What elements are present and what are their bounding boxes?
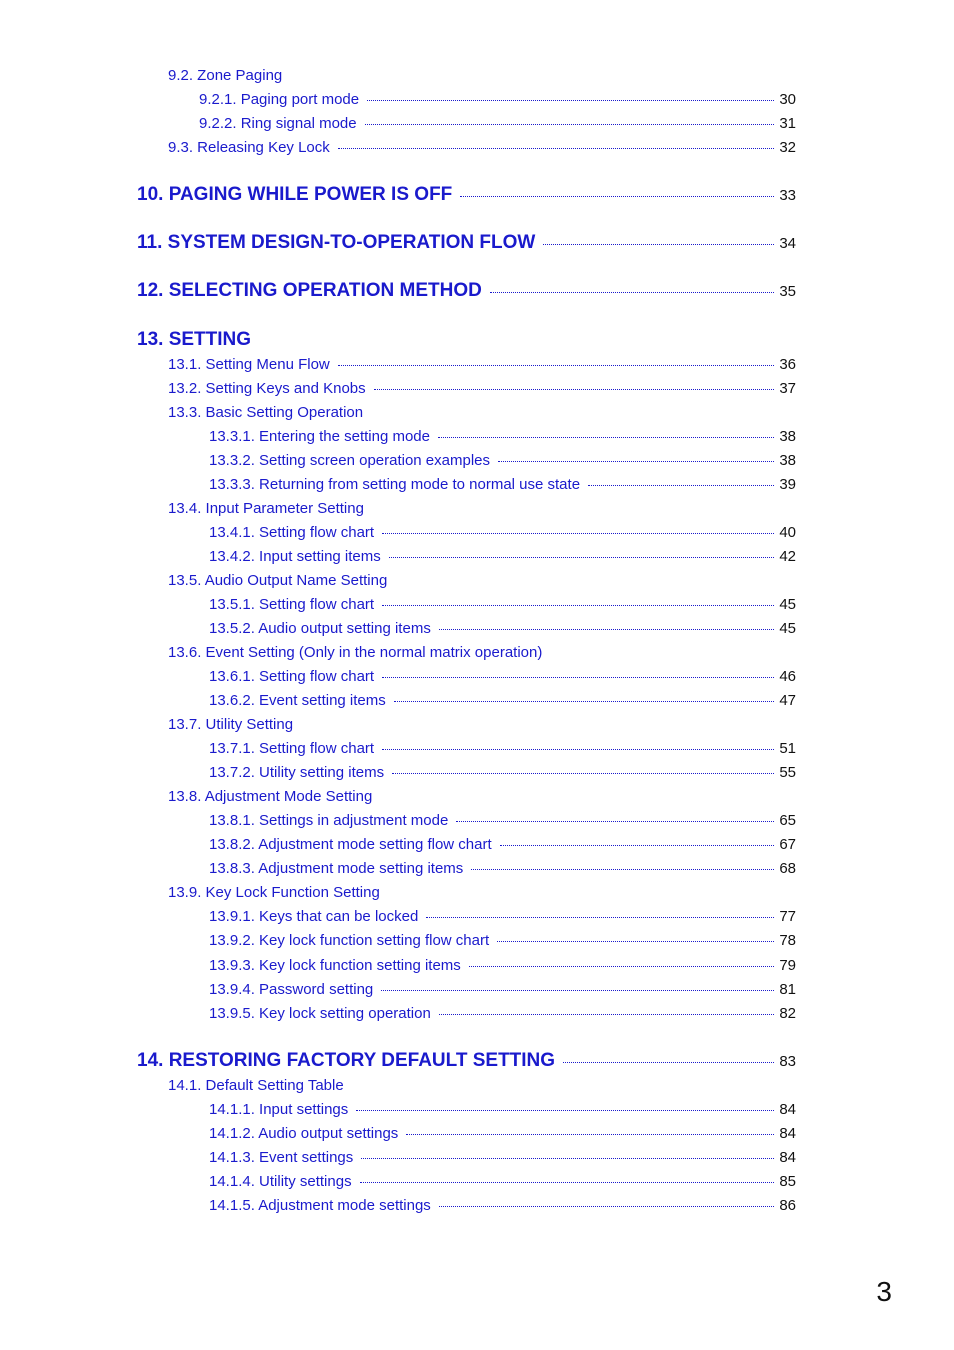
toc-entry[interactable] <box>209 548 796 568</box>
dot-leader <box>497 941 774 942</box>
dot-leader <box>439 1206 775 1207</box>
toc-entry-page: 67 <box>779 836 796 853</box>
toc-entry-title: 14.1.2. Audio output settings <box>209 1125 399 1142</box>
toc-entry-page: 83 <box>779 1053 796 1070</box>
toc-entry[interactable] <box>209 908 796 928</box>
toc-entry[interactable] <box>168 500 796 520</box>
dot-leader <box>426 917 774 918</box>
toc-entry[interactable] <box>209 428 796 448</box>
dot-leader <box>360 1182 775 1183</box>
toc-entry-page: 45 <box>779 596 796 613</box>
toc-entry-title: 13.5.2. Audio output setting items <box>209 620 431 637</box>
toc-entry[interactable] <box>168 788 796 808</box>
toc-entry-page: 77 <box>779 908 796 925</box>
toc-entry-page: 32 <box>779 139 796 156</box>
dot-leader <box>338 365 775 366</box>
toc-entry-title: 13.3.1. Entering the setting mode <box>209 428 430 445</box>
toc-entry[interactable] <box>168 356 796 376</box>
dot-leader <box>490 292 774 293</box>
toc-entry-title: 9.2.2. Ring signal mode <box>199 115 357 132</box>
toc-entry-title: 13.5. Audio Output Name Setting <box>168 572 388 589</box>
toc-entry-page: 34 <box>779 235 796 252</box>
dot-leader <box>389 557 775 558</box>
toc-entry[interactable] <box>168 1077 796 1097</box>
toc-entry-title: 13.4.2. Input setting items <box>209 548 381 565</box>
toc-entry-page: 84 <box>779 1101 796 1118</box>
toc-entry-title: 13.9.3. Key lock function setting items <box>209 957 461 974</box>
toc-entry[interactable] <box>209 1125 796 1145</box>
toc-entry-title: 13.4. Input Parameter Setting <box>168 500 364 517</box>
dot-leader <box>394 701 775 702</box>
toc-entry[interactable] <box>209 668 796 688</box>
toc-entry-title: 13.9.2. Key lock function setting flow chart <box>209 932 490 949</box>
toc-entry-title: 14.1.4. Utility settings <box>209 1173 352 1190</box>
toc-entry-title: 13.3. Basic Setting Operation <box>168 404 364 421</box>
toc-entry-page: 84 <box>779 1149 796 1166</box>
toc-entry-page: 55 <box>779 764 796 781</box>
toc-entry-page: 45 <box>779 620 796 637</box>
toc-entry-title: 13.8.2. Adjustment mode setting flow chart <box>209 836 492 853</box>
toc-chapter-entry[interactable] <box>137 232 796 256</box>
toc-entry[interactable] <box>209 812 796 832</box>
toc-entry[interactable] <box>168 644 796 664</box>
toc-entry-title: 13.9.1. Keys that can be locked <box>209 908 419 925</box>
toc-chapter-entry[interactable] <box>137 184 796 208</box>
toc-entry-page: 35 <box>779 283 796 300</box>
dot-leader <box>438 437 774 438</box>
toc-entry[interactable] <box>168 139 796 159</box>
toc-entry[interactable] <box>168 67 796 87</box>
toc-entry[interactable] <box>199 91 796 111</box>
toc-entry-title: 14.1.5. Adjustment mode settings <box>209 1197 431 1214</box>
toc-entry-title: 13.1. Setting Menu Flow <box>168 356 330 373</box>
toc-chapter-entry[interactable] <box>137 280 796 304</box>
toc-entry-title: 13.9.5. Key lock setting operation <box>209 1005 431 1022</box>
dot-leader <box>471 869 774 870</box>
toc-entry-page: 42 <box>779 548 796 565</box>
toc-entry[interactable] <box>209 1173 796 1193</box>
dot-leader <box>392 773 774 774</box>
toc-entry-page: 38 <box>779 452 796 469</box>
toc-entry-title: 9.2. Zone Paging <box>168 67 283 84</box>
toc-entry-title: 13. SETTING <box>137 329 252 350</box>
toc-entry-title: 13.3.3. Returning from setting mode to normal use state <box>209 476 581 493</box>
toc-entry-page: 65 <box>779 812 796 829</box>
toc-entry-page: 38 <box>779 428 796 445</box>
dot-leader <box>361 1158 774 1159</box>
toc-entry[interactable] <box>209 740 796 760</box>
toc-entry-page: 85 <box>779 1173 796 1190</box>
toc-entry-title: 9.2.1. Paging port mode <box>199 91 360 108</box>
toc-entry[interactable] <box>168 404 796 424</box>
toc-entry[interactable] <box>209 1005 796 1025</box>
dot-leader <box>563 1062 774 1063</box>
toc-entry-page: 46 <box>779 668 796 685</box>
toc-entry-title: 13.6.1. Setting flow chart <box>209 668 375 685</box>
toc-entry[interactable] <box>209 476 796 496</box>
toc-entry-page: 81 <box>779 981 796 998</box>
toc-entry[interactable] <box>209 764 796 784</box>
dot-leader <box>356 1110 774 1111</box>
toc-entry[interactable] <box>209 620 796 640</box>
dot-leader <box>338 148 775 149</box>
toc-entry-title: 13.9. Key Lock Function Setting <box>168 884 380 901</box>
dot-leader <box>456 821 774 822</box>
toc-entry-title: 13.4.1. Setting flow chart <box>209 524 375 541</box>
toc-entry[interactable] <box>209 452 796 472</box>
toc-entry-page: 68 <box>779 860 796 877</box>
toc-entry-page: 30 <box>779 91 796 108</box>
toc-entry-page: 40 <box>779 524 796 541</box>
toc-entry[interactable] <box>209 1149 796 1169</box>
toc-entry-title: 14. RESTORING FACTORY DEFAULT SETTING <box>137 1050 556 1071</box>
toc-entry[interactable] <box>209 836 796 856</box>
dot-leader <box>500 845 775 846</box>
toc-entry-title: 13.7.2. Utility setting items <box>209 764 385 781</box>
dot-leader <box>381 990 774 991</box>
toc-entry[interactable] <box>209 692 796 712</box>
toc-entry-page: 37 <box>779 380 796 397</box>
toc-entry-page: 39 <box>779 476 796 493</box>
toc-entry-page: 31 <box>779 115 796 132</box>
toc-entry-title: 13.8.1. Settings in adjustment mode <box>209 812 449 829</box>
toc-entry-title: 11. SYSTEM DESIGN-TO-OPERATION FLOW <box>137 232 536 253</box>
toc-entry[interactable] <box>168 572 796 592</box>
toc-entry-title: 13.3.2. Setting screen operation examples <box>209 452 491 469</box>
toc-entry-title: 13.6.2. Event setting items <box>209 692 386 709</box>
dot-leader <box>439 629 774 630</box>
dot-leader <box>439 1014 775 1015</box>
toc-entry[interactable] <box>209 1197 796 1217</box>
toc-entry-page: 47 <box>779 692 796 709</box>
toc-entry-title: 13.7. Utility Setting <box>168 716 294 733</box>
dot-leader <box>365 124 775 125</box>
dot-leader <box>543 244 774 245</box>
toc-entry[interactable] <box>209 860 796 880</box>
toc-entry-page: 36 <box>779 356 796 373</box>
toc-entry-title: 13.8. Adjustment Mode Setting <box>168 788 373 805</box>
toc-entry-title: 14.1.3. Event settings <box>209 1149 354 1166</box>
page-number: 3 <box>876 1276 892 1307</box>
dot-leader <box>460 196 774 197</box>
dot-leader <box>382 749 774 750</box>
toc-entry[interactable] <box>209 524 796 544</box>
toc-entry-title: 13.5.1. Setting flow chart <box>209 596 375 613</box>
toc-entry[interactable] <box>168 716 796 736</box>
toc-entry[interactable] <box>209 596 796 616</box>
toc-entry-page: 84 <box>779 1125 796 1142</box>
toc-entry-title: 12. SELECTING OPERATION METHOD <box>137 280 482 301</box>
toc-entry-title: 13.7.1. Setting flow chart <box>209 740 375 757</box>
dot-leader <box>367 100 774 101</box>
toc-entry-title: 13.8.3. Adjustment mode setting items <box>209 860 464 877</box>
dot-leader <box>406 1134 774 1135</box>
toc-entry-title: 13.9.4. Password setting <box>209 981 374 998</box>
toc-entry[interactable] <box>199 115 796 135</box>
toc-entry[interactable] <box>209 1101 796 1121</box>
toc-entry-title: 13.6. Event Setting (Only in the normal matrix operation) <box>168 644 543 661</box>
toc-entry[interactable] <box>209 957 796 977</box>
toc-entry-page: 79 <box>779 957 796 974</box>
toc-entry[interactable] <box>209 932 796 952</box>
dot-leader <box>588 485 774 486</box>
toc-entry-page: 78 <box>779 932 796 949</box>
toc-entry-page: 33 <box>779 187 796 204</box>
dot-leader <box>498 461 774 462</box>
toc-entry[interactable] <box>209 981 796 1001</box>
dot-leader <box>469 966 775 967</box>
toc-entry-title: 13.2. Setting Keys and Knobs <box>168 380 366 397</box>
toc-entry[interactable] <box>168 884 796 904</box>
dot-leader <box>382 677 774 678</box>
toc-entry-page: 86 <box>779 1197 796 1214</box>
toc-entry-page: 82 <box>779 1005 796 1022</box>
toc-chapter-entry[interactable] <box>137 1050 796 1074</box>
toc-entry-page: 51 <box>779 740 796 757</box>
dot-leader <box>382 533 774 534</box>
toc-entry-title: 10. PAGING WHILE POWER IS OFF <box>137 184 453 205</box>
toc-entry-title: 9.3. Releasing Key Lock <box>168 139 330 156</box>
dot-leader <box>382 605 774 606</box>
toc-chapter-entry[interactable] <box>137 329 796 353</box>
toc-entry-title: 14.1. Default Setting Table <box>168 1077 344 1094</box>
toc-entry[interactable] <box>168 380 796 400</box>
toc-entry-title: 14.1.1. Input settings <box>209 1101 349 1118</box>
dot-leader <box>374 389 775 390</box>
